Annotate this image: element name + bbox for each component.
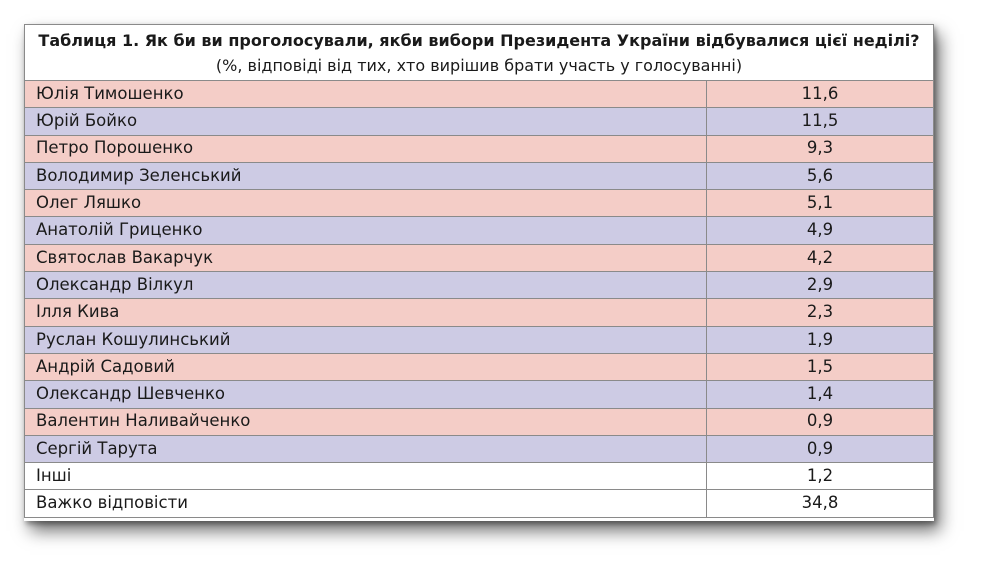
table-title-bold: Таблиця 1. Як би ви проголосували, якби вибори Президента України відбувалися цієї неділі? (38, 31, 920, 50)
candidate-value: 9,3 (707, 135, 934, 162)
table-card (24, 24, 934, 521)
table-row (25, 190, 934, 217)
table-row (25, 490, 934, 517)
candidate-name: Петро Порошенко (25, 135, 707, 162)
candidate-name: Юрій Бойко (25, 108, 707, 135)
candidate-name: Святослав Вакарчук (25, 244, 707, 271)
table-row (25, 381, 934, 408)
candidate-value: 2,3 (707, 299, 934, 326)
candidate-name: Володимир Зеленський (25, 162, 707, 189)
candidate-name: Важко відповісти (25, 490, 707, 517)
candidate-value: 4,2 (707, 244, 934, 271)
candidate-name: Олександр Шевченко (25, 381, 707, 408)
table-row (25, 108, 934, 135)
candidate-name: Інші (25, 463, 707, 490)
candidate-name: Сергій Тарута (25, 435, 707, 462)
candidate-name: Юлія Тимошенко (25, 81, 707, 108)
table-title (25, 25, 934, 81)
table-row (25, 217, 934, 244)
candidate-value: 0,9 (707, 435, 934, 462)
table-row (25, 353, 934, 380)
poll-table (24, 24, 934, 518)
table-row (25, 435, 934, 462)
candidate-name: Андрій Садовий (25, 353, 707, 380)
table-title-normal: (%, відповіді від тих, хто вирішив брати участь у голосуванні) (215, 56, 743, 75)
candidate-value: 1,2 (707, 463, 934, 490)
candidate-value: 11,6 (707, 81, 934, 108)
candidate-value: 1,5 (707, 353, 934, 380)
table-row (25, 326, 934, 353)
table-row (25, 408, 934, 435)
candidate-value: 11,5 (707, 108, 934, 135)
candidate-name: Ілля Кива (25, 299, 707, 326)
candidate-value: 0,9 (707, 408, 934, 435)
candidate-value: 1,4 (707, 381, 934, 408)
table-row (25, 272, 934, 299)
table-row (25, 135, 934, 162)
candidate-name: Валентин Наливайченко (25, 408, 707, 435)
candidate-value: 5,6 (707, 162, 934, 189)
candidate-name: Олег Ляшко (25, 190, 707, 217)
table-row (25, 244, 934, 271)
table-title-row (25, 25, 934, 81)
table-row (25, 81, 934, 108)
candidate-value: 4,9 (707, 217, 934, 244)
table-row (25, 463, 934, 490)
table-row (25, 299, 934, 326)
candidate-value: 2,9 (707, 272, 934, 299)
candidate-value: 5,1 (707, 190, 934, 217)
table-row (25, 162, 934, 189)
candidate-name: Олександр Вілкул (25, 272, 707, 299)
candidate-value: 1,9 (707, 326, 934, 353)
candidate-name: Руслан Кошулинський (25, 326, 707, 353)
candidate-value: 34,8 (707, 490, 934, 517)
candidate-name: Анатолій Гриценко (25, 217, 707, 244)
